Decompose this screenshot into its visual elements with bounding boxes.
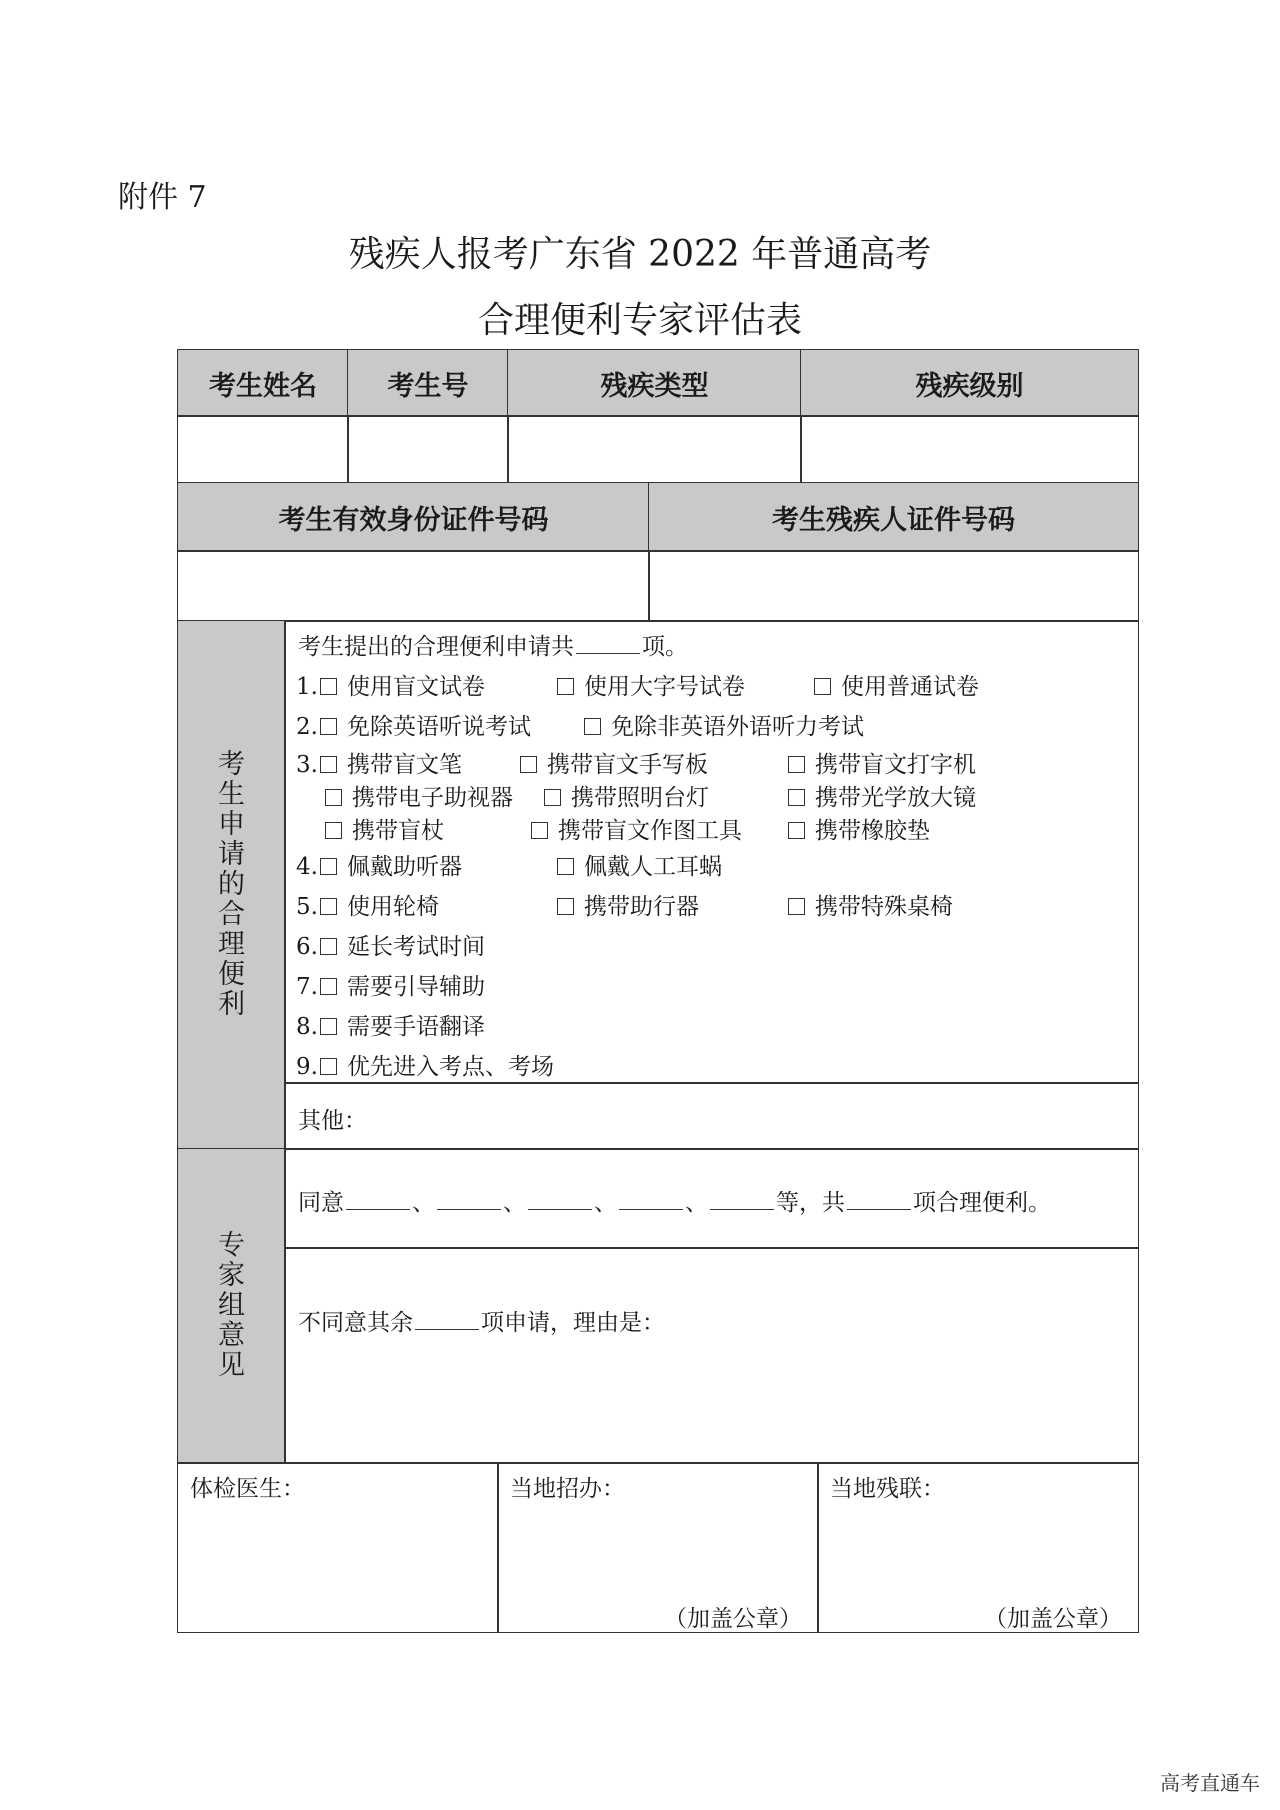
header-disability-level: 残疾级别 [800,349,1139,417]
vertical-label-char: 专 [218,1230,245,1261]
item-label: 携带盲杖 [352,818,444,844]
item-label: 需要手语翻译 [346,1014,485,1040]
watermark-text: 高考直通车 [1160,1771,1260,1795]
item-label: 使用盲文试卷 [346,674,485,700]
input-name[interactable] [177,415,349,484]
vertical-label-char: 考 [218,749,245,780]
item-row-5 [296,888,439,921]
vertical-label-char: 意 [218,1320,245,1351]
agree-post: 项合理便利。 [913,1190,1051,1216]
item-label: 使用轮椅 [346,894,439,920]
input-disability-cert-number[interactable] [648,550,1139,622]
checkbox[interactable] [325,789,342,806]
item-number: 8. [296,1014,318,1040]
item-number: 2. [296,714,318,740]
checkbox[interactable] [320,898,337,915]
item-row-6 [296,928,485,961]
item-option [518,746,708,779]
checkbox[interactable] [320,756,337,773]
vertical-label-char: 合 [218,899,245,930]
header-name: 考生姓名 [177,349,349,417]
vertical-label-char: 请 [218,839,245,870]
checkbox[interactable] [320,1058,337,1075]
item-label: 佩戴人工耳蜗 [584,854,722,880]
item-option [323,812,444,845]
input-disability-type[interactable] [507,415,802,484]
item-label: 优先进入考点、考场 [346,1054,554,1080]
checkbox[interactable] [814,678,831,695]
doctor-label: 体检医生： [190,1476,305,1502]
agree-blank[interactable] [528,1189,592,1210]
header-exam-number: 考生号 [347,349,509,417]
other-label: 其他： [298,1108,367,1134]
agree-blank[interactable] [437,1189,501,1210]
item-label: 免除英语听说考试 [346,714,531,740]
checkbox[interactable] [788,898,805,915]
vertical-label-char: 生 [218,779,245,810]
section-label-application [177,620,286,1150]
vertical-label-char: 组 [218,1290,245,1321]
item-option [555,668,745,701]
item-option [555,888,699,921]
apply-intro-post: 项。 [642,634,688,660]
input-disability-level[interactable] [800,415,1139,484]
item-label: 需要引导辅助 [346,974,485,1000]
item-row-2 [296,708,531,741]
checkbox[interactable] [320,938,337,955]
seal-note-exam-office: （加盖公章） [664,1606,802,1632]
checkbox[interactable] [320,678,337,695]
item-option [812,668,979,701]
item-row-4 [296,848,462,881]
item-option [323,779,513,812]
checkbox[interactable] [325,822,342,839]
apply-intro [298,628,688,661]
vertical-label-char: 家 [218,1260,245,1291]
item-label: 携带照明台灯 [571,785,709,811]
item-number: 4. [296,854,318,880]
form-title-line2: 合理便利专家评估表 [477,300,802,341]
item-label: 使用大字号试卷 [584,674,745,700]
other-cell[interactable] [284,1082,1139,1150]
item-number: 7. [296,974,318,1000]
agree-sep: 、 [685,1190,708,1216]
item-label: 携带光学放大镜 [815,785,976,811]
item-row-1 [296,668,485,701]
vertical-label-char: 便 [218,959,245,990]
item-label: 携带盲文笔 [346,752,462,778]
disagree-line [298,1304,665,1337]
checkbox[interactable] [531,822,548,839]
vertical-label-char: 的 [218,869,245,900]
header-disability-cert-number: 考生残疾人证件号码 [648,482,1139,552]
item-number: 1. [296,674,318,700]
checkbox[interactable] [788,756,805,773]
item-label: 免除非英语外语听力考试 [611,714,864,740]
agree-line [298,1184,1051,1217]
agree-mid: 等，共 [776,1190,845,1216]
agree-sep: 、 [594,1190,617,1216]
checkbox[interactable] [557,858,574,875]
item-label: 携带橡胶垫 [815,818,930,844]
checkbox[interactable] [320,718,337,735]
item-number: 3. [296,752,318,778]
header-disability-type: 残疾类型 [507,349,802,417]
item-label: 携带盲文手写板 [547,752,708,778]
agree-blank[interactable] [710,1189,774,1210]
item-label: 携带助行器 [584,894,699,920]
disagree-pre: 不同意其余 [298,1310,413,1336]
checkbox[interactable] [320,858,337,875]
vertical-label-char: 理 [218,929,245,960]
item-option [786,888,953,921]
checkbox[interactable] [557,678,574,695]
agree-count-blank[interactable] [847,1189,911,1210]
disagree-count-blank[interactable] [415,1309,479,1330]
item-row-8 [296,1008,485,1041]
agree-pre: 同意 [298,1190,344,1216]
item-option [529,812,742,845]
item-option [542,779,709,812]
form-title-line1: 残疾人报考广东省 2022 年普通高考 [348,234,932,275]
checkbox[interactable] [320,978,337,995]
checkbox[interactable] [557,898,574,915]
checkbox[interactable] [520,756,537,773]
disagree-cell [284,1247,1139,1464]
item-label: 延长考试时间 [346,934,485,960]
input-id-number[interactable] [177,550,650,622]
item-number: 5. [296,894,318,920]
attachment-label: 附件 7 [118,180,207,215]
agree-sep: 、 [412,1190,435,1216]
checkbox[interactable] [788,822,805,839]
vertical-label-char: 见 [218,1350,245,1381]
item-row-7 [296,968,485,1001]
item-option [555,848,722,881]
item-option [786,779,976,812]
apply-intro-pre: 考生提出的合理便利申请共 [298,634,574,660]
item-label: 使用普通试卷 [841,674,979,700]
item-row-3 [296,746,462,779]
disagree-post: 项申请，理由是： [481,1310,665,1336]
section-label-expert [177,1148,286,1464]
agree-sep: 、 [503,1190,526,1216]
checkbox[interactable] [320,1018,337,1035]
seal-note-disabled-federation: （加盖公章） [984,1606,1122,1632]
vertical-label-char: 申 [218,809,245,840]
exam-office-label: 当地招办： [510,1476,625,1502]
item-number: 9. [296,1054,318,1080]
item-label: 携带特殊桌椅 [815,894,953,920]
agree-blank[interactable] [346,1189,410,1210]
apply-count-blank[interactable] [576,633,640,654]
checkbox[interactable] [788,789,805,806]
checkbox[interactable] [584,718,601,735]
vertical-label-char: 利 [218,989,245,1020]
item-label: 携带盲文打字机 [815,752,976,778]
agree-blank[interactable] [619,1189,683,1210]
item-option [786,746,976,779]
item-row-9 [296,1048,554,1081]
item-label: 携带电子助视器 [352,785,513,811]
item-number: 6. [296,934,318,960]
input-exam-number[interactable] [347,415,509,484]
checkbox[interactable] [544,789,561,806]
header-id-number: 考生有效身份证件号码 [177,482,650,552]
item-option [786,812,930,845]
item-option [582,708,864,741]
item-label: 携带盲文作图工具 [558,818,742,844]
item-label: 佩戴助听器 [346,854,462,880]
disabled-federation-label: 当地残联： [830,1476,945,1502]
